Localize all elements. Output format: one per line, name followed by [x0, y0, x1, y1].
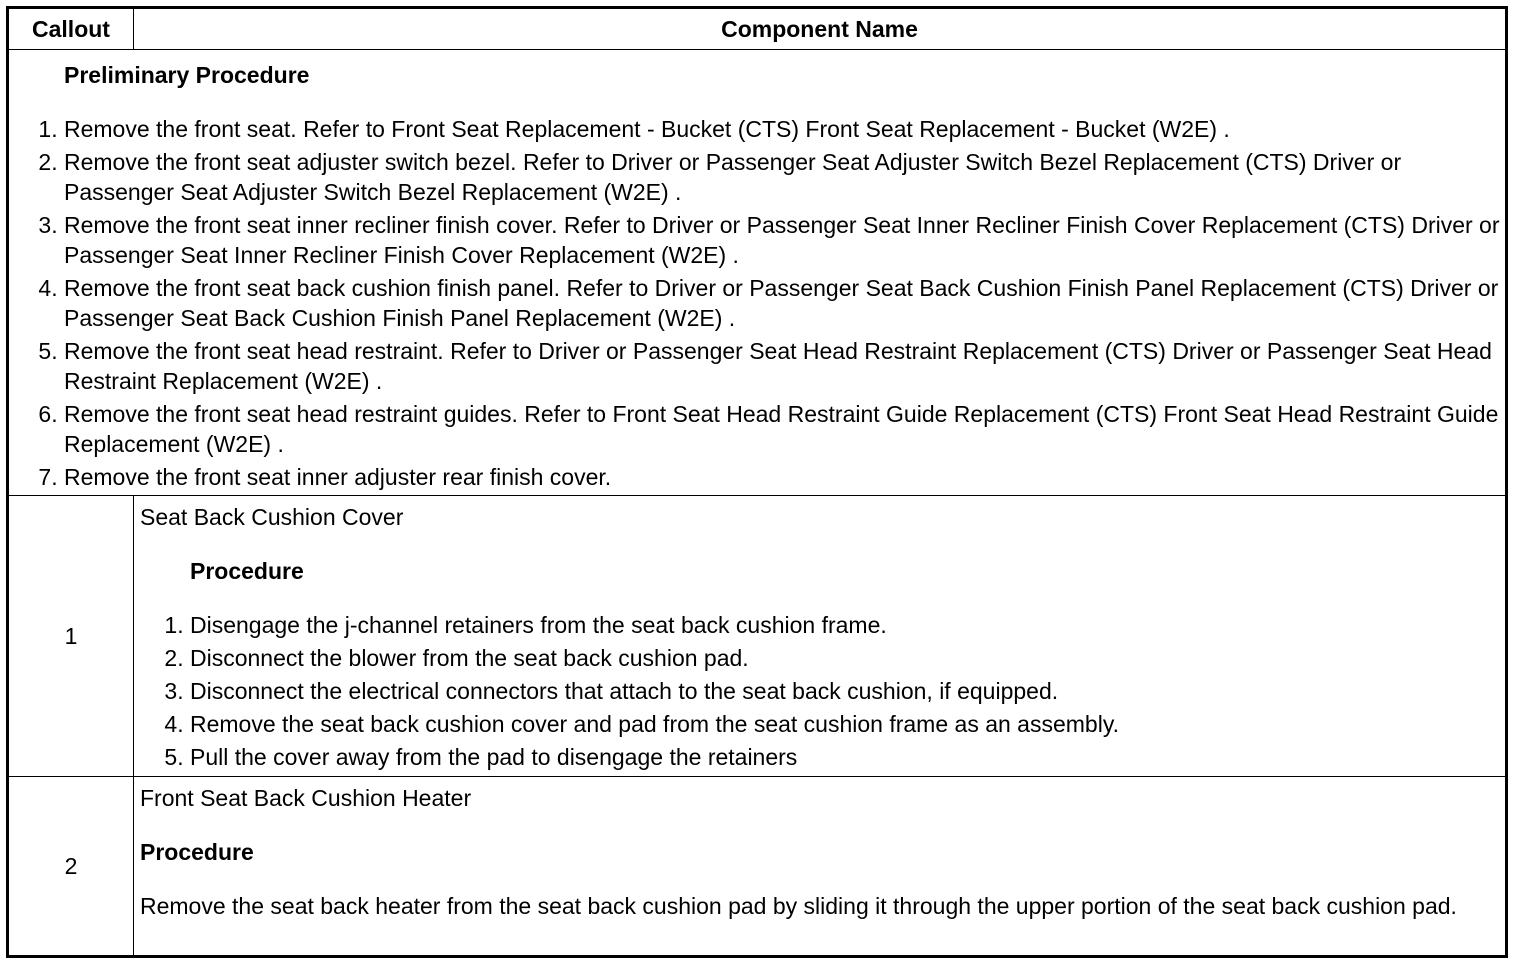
- preliminary-step: 5. Remove the front seat head restraint. Refer to Driver or Passenger Seat Head Restraint Replacement (CTS) Driver or Passenger Seat Head Restraint Replacement (W2E) .: [64, 336, 1505, 396]
- table-row: [8, 496, 1507, 777]
- table-row: [8, 777, 1507, 957]
- component-cell: [134, 496, 1507, 777]
- procedure-title: Procedure: [190, 558, 304, 584]
- component-cell: [134, 777, 1507, 957]
- table-header-row: [8, 8, 1507, 50]
- procedure-title: Procedure: [140, 839, 254, 865]
- preliminary-step: 6. Remove the front seat head restraint guides. Refer to Front Seat Head Restraint Guide Replacement (CTS) Front Seat Head Restraint Guide Replacement (W2E) .: [64, 399, 1505, 459]
- callout-number: 1: [8, 496, 134, 777]
- preliminary-step: 1. Remove the front seat. Refer to Front Seat Replacement - Bucket (CTS) Front Seat Replacement - Bucket (W2E) .: [64, 114, 1505, 144]
- component-name: Seat Back Cushion Cover: [140, 504, 404, 530]
- procedure-step: 3. Disconnect the electrical connectors that attach to the seat back cushion, if equipped.: [190, 676, 1495, 706]
- preliminary-procedure-title: Preliminary Procedure: [64, 62, 310, 88]
- preliminary-row: [8, 50, 1507, 496]
- procedure-table: [6, 6, 1508, 958]
- callout-column-header: Callout: [8, 8, 134, 50]
- preliminary-step: 4. Remove the front seat back cushion finish panel. Refer to Driver or Passenger Seat Back Cushion Finish Panel Replacement (CTS) Driver or Passenger Seat Back Cushion Finish Panel Replacement (W2E) .: [64, 273, 1505, 333]
- procedure-step: 5. Pull the cover away from the pad to disengage the retainers: [190, 742, 1495, 772]
- procedure-steps-list: [134, 610, 1505, 772]
- preliminary-step: 7. Remove the front seat inner adjuster rear finish cover.: [64, 462, 1505, 492]
- callout-number: 2: [8, 777, 134, 957]
- procedure-step: 2. Disconnect the blower from the seat back cushion pad.: [190, 643, 1495, 673]
- preliminary-step: 3. Remove the front seat inner recliner finish cover. Refer to Driver or Passenger Seat Inner Recliner Finish Cover Replacement (CTS) Driver or Passenger Seat Inner Recliner Finish Cover Replacement (W2E) .: [64, 210, 1505, 270]
- preliminary-cell: [8, 50, 1507, 496]
- procedure-step: 4. Remove the seat back cushion cover and pad from the seat cushion frame as an assembly.: [190, 709, 1495, 739]
- component-name-column-header: Component Name: [134, 8, 1507, 50]
- procedure-step: 1. Disengage the j-channel retainers from the seat back cushion frame.: [190, 610, 1495, 640]
- component-name: Front Seat Back Cushion Heater: [140, 785, 472, 811]
- preliminary-step: 2. Remove the front seat adjuster switch bezel. Refer to Driver or Passenger Seat Adjuster Switch Bezel Replacement (CTS) Driver or Passenger Seat Adjuster Switch Bezel Replacement (W2E) .: [64, 147, 1505, 207]
- preliminary-steps-list: [9, 114, 1505, 492]
- procedure-text: Remove the seat back heater from the seat back cushion pad by sliding it through the upper portion of the seat back cushion pad.: [140, 893, 1457, 919]
